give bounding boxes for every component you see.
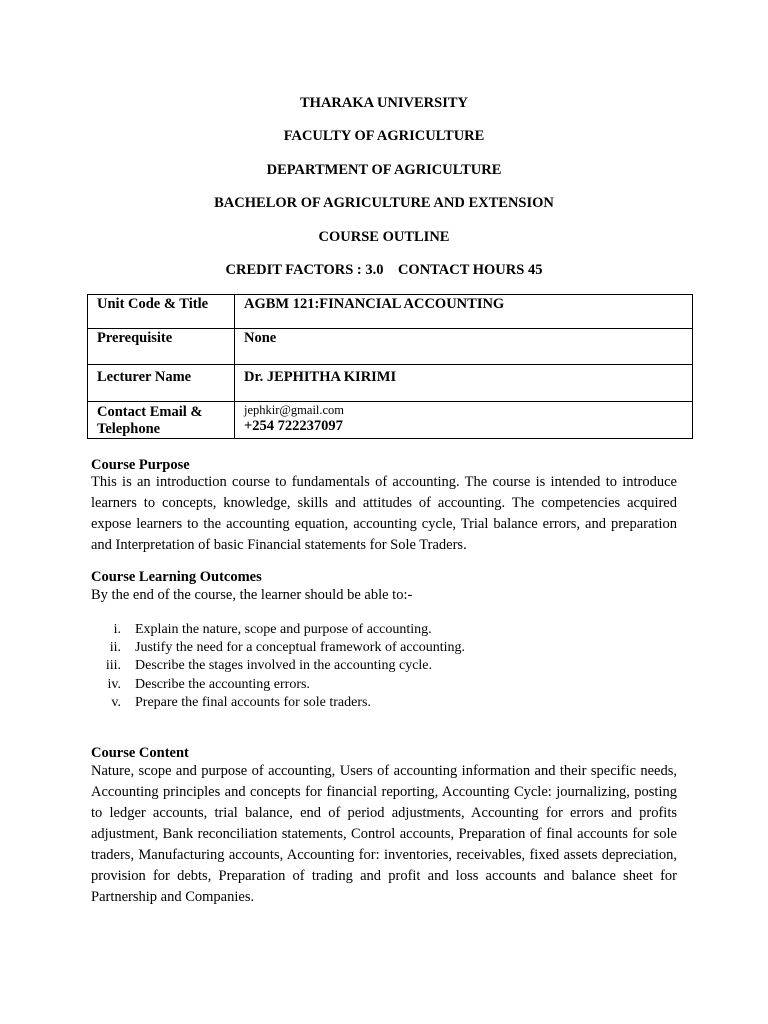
- prerequisite-label: Prerequisite: [88, 329, 235, 365]
- lecturer-value: Dr. JEPHITHA KIRIMI: [235, 365, 693, 402]
- programme-name: BACHELOR OF AGRICULTURE AND EXTENSION: [214, 195, 554, 211]
- table-row: [88, 329, 693, 365]
- contact-value: [235, 402, 693, 439]
- list-item-number: iv.: [107, 676, 121, 692]
- list-item-text: Describe the accounting errors.: [135, 676, 310, 692]
- list-item-number: iii.: [105, 658, 121, 674]
- purpose-title: Course Purpose: [91, 457, 190, 473]
- content-title: Course Content: [91, 745, 189, 761]
- content-text: Nature, scope and purpose of accounting, Users of accounting information and their specific needs, Accounting principles and concepts for financial reporting, Accounting Cycle: journalizing, posting to ledger accounts, trial balance, end of period adjustments, Accounting for errors and profits adjustment, Bank reconciliation statements, Control accounts, Preparation of final accounts for sole traders, Manufacturing accounts, Accounting for: inventories, receivables, fixed assets depreciation, provision for debts, Preparation of trading and profit and loss accounts and balance sheet for Partnership and Companies.: [91, 763, 677, 905]
- document-title: COURSE OUTLINE: [318, 229, 450, 245]
- university-name: THARAKA UNIVERSITY: [300, 95, 468, 111]
- table-row: [88, 402, 693, 439]
- prerequisite-value: None: [235, 329, 693, 365]
- faculty-name: FACULTY OF AGRICULTURE: [283, 128, 485, 144]
- purpose-text: This is an introduction course to fundamentals of accounting. The course is intended to introduce learners to concepts, knowledge, skills and attitudes of accounting. The competencies acquired expose learners to the accounting equation, accounting cycle, Trial balance errors, and preparation and Interpretation of basic Financial statements for Sole Traders.: [91, 474, 677, 553]
- list-item-text: Describe the stages involved in the accounting cycle.: [135, 658, 433, 674]
- list-item-text: Prepare the final accounts for sole traders.: [135, 694, 371, 710]
- course-info-table: [87, 294, 693, 439]
- contact-label: Contact Email & Telephone: [88, 402, 235, 439]
- contact-email: jephkir@gmail.com: [244, 403, 345, 417]
- list-item-number: ii.: [109, 640, 121, 656]
- table-row: [88, 365, 693, 402]
- outcomes-intro: By the end of the course, the learner should be able to:-: [91, 587, 413, 603]
- lecturer-label: Lecturer Name: [88, 365, 235, 402]
- list-item-number: i.: [113, 622, 121, 637]
- unit-code-label: Unit Code & Title: [88, 295, 235, 329]
- department-name: DEPARTMENT OF AGRICULTURE: [266, 162, 502, 178]
- outcomes-title: Course Learning Outcomes: [91, 569, 262, 585]
- list-item-number: v.: [111, 694, 121, 710]
- credit-hours-line: CREDIT FACTORS : 3.0 CONTACT HOURS 45: [225, 262, 543, 278]
- table-row: [88, 295, 693, 329]
- list-item-text: Explain the nature, scope and purpose of accounting.: [135, 622, 432, 637]
- contact-phone: +254 722237097: [244, 418, 343, 434]
- list-item-text: Justify the need for a conceptual framework of accounting.: [135, 640, 466, 656]
- unit-code-value: AGBM 121:FINANCIAL ACCOUNTING: [235, 295, 693, 329]
